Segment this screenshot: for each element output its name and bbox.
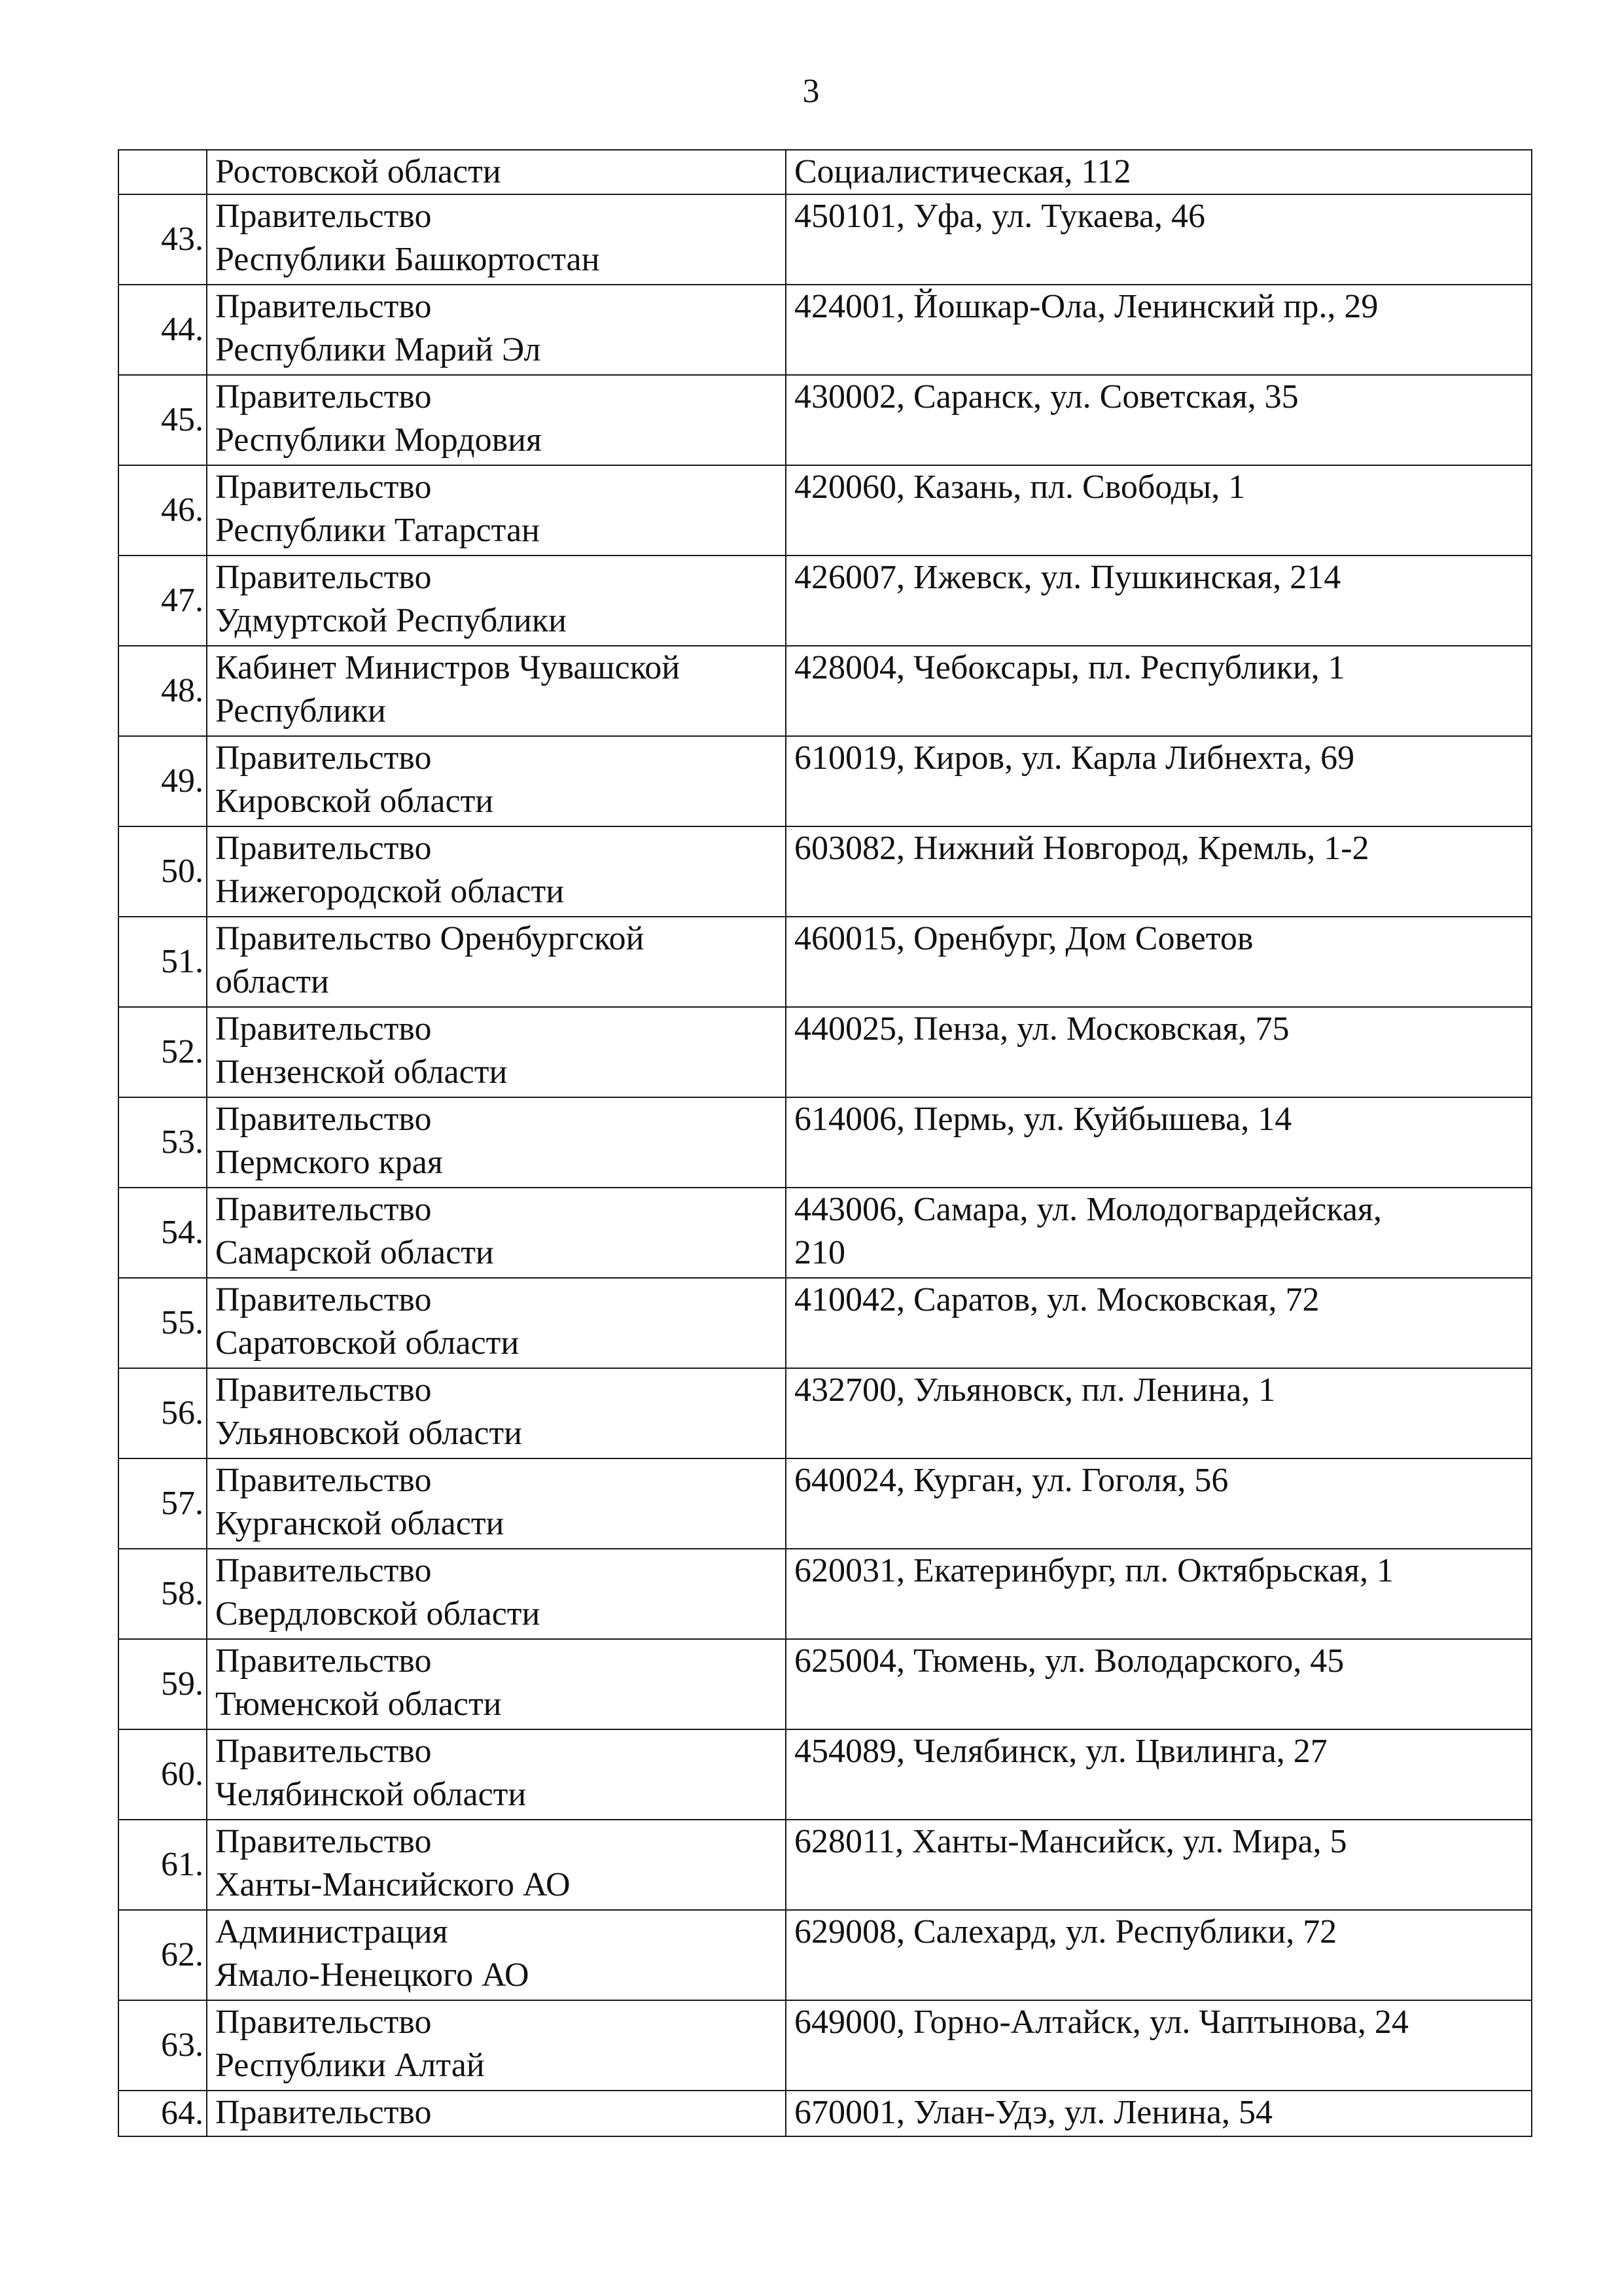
address [786, 1549, 1532, 1639]
organization-name-line: Правительство [215, 288, 432, 325]
organization-name [207, 1639, 786, 1729]
organization-name-line: Республики Башкортостан [215, 241, 600, 278]
row-number: 59. [118, 1639, 207, 1729]
address-line: 430002, Саранск, ул. Советская, 35 [794, 378, 1299, 415]
row-number: 47. [118, 556, 207, 646]
address-line: 440025, Пенза, ул. Московская, 75 [794, 1010, 1290, 1048]
table-row [118, 2091, 1532, 2136]
organization-name-line: Правительство [215, 559, 432, 596]
address-line: 460015, Оренбург, Дом Советов [794, 920, 1254, 957]
organization-name-line: Кировской области [215, 783, 494, 820]
table-row [118, 1729, 1532, 1820]
address-line: 443006, Самара, ул. Молодогвардейская, [794, 1191, 1382, 1228]
organization-name-line: Республики Мордовия [215, 421, 542, 459]
organization-name [207, 1278, 786, 1368]
row-number: 64. [118, 2091, 207, 2136]
table-row [118, 1458, 1532, 1549]
table-row [118, 194, 1532, 285]
organization-name-line: Пермского края [215, 1144, 443, 1181]
table-row [118, 1007, 1532, 1097]
address-line: 625004, Тюмень, ул. Володарского, 45 [794, 1642, 1345, 1680]
address [786, 736, 1532, 826]
organization-name-line: Правительство [215, 2004, 432, 2041]
row-number: 60. [118, 1729, 207, 1820]
organization-name [207, 1458, 786, 1549]
organization-name [207, 646, 786, 736]
address-line: 649000, Горно-Алтайск, ул. Чаптынова, 24 [794, 2004, 1409, 2041]
address-line: 603082, Нижний Новгород, Кремль, 1-2 [794, 830, 1369, 867]
address [786, 194, 1532, 285]
address [786, 1910, 1532, 2000]
address-line: 424001, Йошкар-Ола, Ленинский пр., 29 [794, 288, 1379, 325]
address [786, 646, 1532, 736]
organization-name [207, 1007, 786, 1097]
address-line: 210 [794, 1234, 845, 1271]
table-row [118, 285, 1532, 375]
organization-name [207, 1097, 786, 1188]
table-row [118, 2000, 1532, 2091]
organization-name-line: Республики Татарстан [215, 512, 540, 549]
organization-name-line: Правительство [215, 1462, 432, 1499]
address [786, 465, 1532, 556]
address: 670001, Улан-Удэ, ул. Ленина, 54 [786, 2091, 1532, 2136]
organization-name-line: Правительство [215, 1281, 432, 1318]
table-row [118, 1639, 1532, 1729]
table-row [118, 375, 1532, 465]
address-line: 450101, Уфа, ул. Тукаева, 46 [794, 198, 1206, 235]
organization-name [207, 1729, 786, 1820]
organization-name-line: области [215, 963, 329, 1000]
organization-name [207, 1820, 786, 1910]
address-line: 432700, Ульяновск, пл. Ленина, 1 [794, 1371, 1276, 1409]
organization-name-line: Ямало-Ненецкого АО [215, 1956, 529, 1994]
table-body [118, 150, 1532, 2136]
table-row [118, 826, 1532, 917]
table-row [118, 1549, 1532, 1639]
organization-name-line: Тюменской области [215, 1686, 502, 1723]
address-line: 640024, Курган, ул. Гоголя, 56 [794, 1462, 1229, 1499]
address [786, 1729, 1532, 1820]
address-line: 628011, Ханты-Мансийск, ул. Мира, 5 [794, 1823, 1347, 1860]
address-line: 629008, Салехард, ул. Республики, 72 [794, 1913, 1337, 1951]
organization-name-line: Правительство [215, 1733, 432, 1770]
page-number: 3 [802, 73, 820, 110]
address [786, 285, 1532, 375]
organization-name-line: Саратовской области [215, 1324, 520, 1362]
address [786, 1368, 1532, 1458]
table-row [118, 646, 1532, 736]
organization-name-line: Администрация [215, 1913, 448, 1951]
table-row [118, 917, 1532, 1007]
organization-name-line: Правительство [215, 378, 432, 415]
address-line: 410042, Саратов, ул. Московская, 72 [794, 1281, 1320, 1318]
organization-name [207, 1188, 786, 1278]
row-number: 63. [118, 2000, 207, 2091]
row-number: 49. [118, 736, 207, 826]
organization-name [207, 194, 786, 285]
table-row [118, 1188, 1532, 1278]
organization-name-line: Правительство [215, 1642, 432, 1680]
government-address-table [118, 149, 1532, 2137]
address [786, 1820, 1532, 1910]
organization-name-line: Свердловской области [215, 1595, 540, 1633]
row-number: 44. [118, 285, 207, 375]
table-row [118, 465, 1532, 556]
organization-name [207, 1549, 786, 1639]
organization-name-line: Правительство [215, 1010, 432, 1048]
address-line: 610019, Киров, ул. Карла Либнехта, 69 [794, 739, 1355, 777]
row-number: 55. [118, 1278, 207, 1368]
organization-name [207, 1910, 786, 2000]
table-row [118, 556, 1532, 646]
row-number [118, 150, 207, 194]
organization-name [207, 826, 786, 917]
address-line: 454089, Челябинск, ул. Цвилинга, 27 [794, 1733, 1328, 1770]
address-line: 420060, Казань, пл. Свободы, 1 [794, 468, 1246, 506]
organization-name-line: Республики Марий Эл [215, 331, 541, 368]
row-number: 61. [118, 1820, 207, 1910]
address [786, 1188, 1532, 1278]
address-line: 614006, Пермь, ул. Куйбышева, 14 [794, 1101, 1292, 1138]
organization-name-line: Правительство [215, 1101, 432, 1138]
organization-name [207, 465, 786, 556]
organization-name-line: Правительство [215, 1371, 432, 1409]
organization-name-line: Правительство [215, 468, 432, 506]
row-number: 50. [118, 826, 207, 917]
row-number: 62. [118, 1910, 207, 2000]
organization-name-line: Ульяновской области [215, 1415, 522, 1452]
address [786, 826, 1532, 917]
row-number: 51. [118, 917, 207, 1007]
address [786, 1458, 1532, 1549]
table-row [118, 1910, 1532, 2000]
organization-name-line: Правительство [215, 739, 432, 777]
row-number: 58. [118, 1549, 207, 1639]
address [786, 2000, 1532, 2091]
organization-name-line: Правительство [215, 1552, 432, 1589]
organization-name-line: Правительство Оренбургской [215, 920, 644, 957]
organization-name [207, 2000, 786, 2091]
organization-name-line: Правительство [215, 1191, 432, 1228]
address-line: 426007, Ижевск, ул. Пушкинская, 214 [794, 559, 1341, 596]
address [786, 1278, 1532, 1368]
organization-name-line: Курганской области [215, 1505, 504, 1542]
row-number: 43. [118, 194, 207, 285]
organization-name-line: Правительство [215, 1823, 432, 1860]
address [786, 917, 1532, 1007]
table-row [118, 1278, 1532, 1368]
table-row [118, 1097, 1532, 1188]
organization-name-line: Республики [215, 692, 386, 730]
table-row-continued [118, 150, 1532, 194]
row-number: 46. [118, 465, 207, 556]
organization-name [207, 917, 786, 1007]
organization-name [207, 1368, 786, 1458]
organization-name-line: Ханты-Мансийского АО [215, 1866, 571, 1903]
organization-name-line: Пензенской области [215, 1053, 508, 1091]
address-line: 428004, Чебоксары, пл. Республики, 1 [794, 649, 1345, 686]
organization-name-line: Кабинет Министров Чувашской [215, 649, 680, 686]
row-number: 48. [118, 646, 207, 736]
address [786, 1007, 1532, 1097]
organization-name [207, 285, 786, 375]
organization-name-line: Удмуртской Республики [215, 602, 567, 639]
row-number: 54. [118, 1188, 207, 1278]
organization-name [207, 736, 786, 826]
row-number: 57. [118, 1458, 207, 1549]
address [786, 375, 1532, 465]
organization-name-line: Республики Алтай [215, 2047, 485, 2084]
row-number: 53. [118, 1097, 207, 1188]
address [786, 1097, 1532, 1188]
address [786, 556, 1532, 646]
organization-name-line: Нижегородской области [215, 873, 565, 910]
address [786, 1639, 1532, 1729]
address: Социалистическая, 112 [786, 150, 1532, 194]
organization-name: Правительство [207, 2091, 786, 2136]
organization-name [207, 375, 786, 465]
table-row [118, 1368, 1532, 1458]
row-number: 56. [118, 1368, 207, 1458]
row-number: 45. [118, 375, 207, 465]
organization-name-line: Правительство [215, 198, 432, 235]
table-row [118, 1820, 1532, 1910]
organization-name-line: Самарской области [215, 1234, 494, 1271]
organization-name [207, 556, 786, 646]
organization-name-line: Правительство [215, 830, 432, 867]
table-row [118, 736, 1532, 826]
organization-name-line: Челябинской области [215, 1776, 527, 1813]
organization-name: Ростовской области [207, 150, 786, 194]
row-number: 52. [118, 1007, 207, 1097]
address-line: 620031, Екатеринбург, пл. Октябрьская, 1 [794, 1552, 1394, 1589]
